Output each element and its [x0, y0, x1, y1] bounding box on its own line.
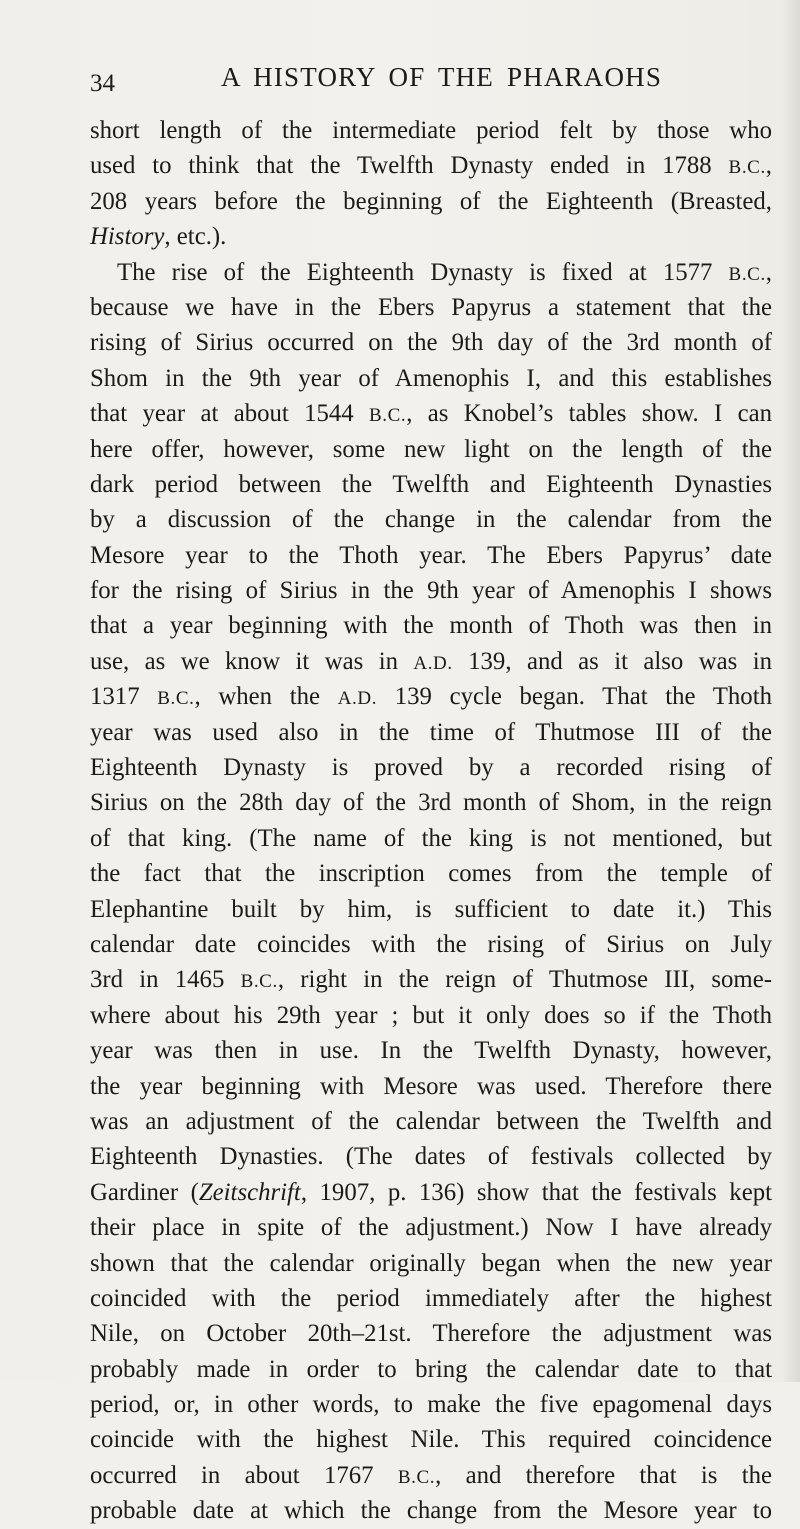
text-line: period, or, in other words, to make the five epagomenal days: [90, 1391, 772, 1419]
running-title: A HISTORY OF THE PHARAOHS: [221, 62, 663, 92]
text-line: the fact that the inscription comes from the temple of: [90, 860, 772, 888]
text-line: coincide with the highest Nile. This required coincidence: [90, 1426, 772, 1454]
text-line: short length of the intermediate period felt by those who: [90, 117, 772, 144]
text-line: 1317 B.C., when the A.D. 139 cycle began. That the Thoth: [90, 683, 772, 711]
text-line: for the rising of Sirius in the 9th year of Amenophis I shows: [90, 577, 772, 605]
text-line: was an adjustment of the calendar between the Twelfth and: [90, 1107, 772, 1135]
text-line: History, etc.).: [90, 223, 227, 251]
text-line: their place in spite of the adjustment.) Now I have already: [90, 1214, 772, 1242]
text-line: calendar date coincides with the rising of Sirius on July: [90, 930, 772, 958]
text-line: 3rd in 1465 B.C., right in the reign of Thutmose III, some-: [90, 966, 772, 994]
running-head: [90, 62, 770, 98]
text-line: Nile, on October 20th–21st. Therefore the adjustment was: [90, 1320, 772, 1348]
text-line: Eighteenth Dynasties. (The dates of festivals collected by: [90, 1143, 772, 1171]
text-line: Elephantine built by him, is sufficient to date it.) This: [90, 895, 772, 923]
text-line: that a year beginning with the month of Thoth was then in: [90, 612, 772, 640]
body-text: [90, 113, 772, 1529]
text-line: use, as we know it was in A.D. 139, and as it also was in: [90, 647, 772, 675]
text-line: here offer, however, some new light on the length of the: [90, 435, 772, 463]
text-line: rising of Sirius occurred on the 9th day of the 3rd month of: [90, 329, 772, 357]
text-line: Eighteenth Dynasty is proved by a recorded rising of: [90, 754, 772, 782]
text-line: by a discussion of the change in the calendar from the: [90, 506, 772, 534]
text-line: occurred in about 1767 B.C., and therefore that is the: [90, 1461, 773, 1489]
text-line: the year beginning with Mesore was used. Therefore there: [90, 1072, 772, 1100]
text-line: year was then in use. In the Twelfth Dynasty, however,: [90, 1037, 772, 1065]
text-line: where about his 29th year ; but it only does so if the Thoth: [90, 1001, 772, 1029]
text-line: 208 years before the beginning of the Eighteenth (Breasted,: [90, 187, 772, 215]
text-line: The rise of the Eighteenth Dynasty is fixed at 1577 B.C.,: [117, 258, 772, 286]
text-line: because we have in the Ebers Papyrus a statement that the: [90, 293, 772, 321]
page-number: 34: [90, 70, 115, 97]
text-line: probable date at which the change from the Mesore year to: [90, 1497, 772, 1525]
text-line: year was used also in the time of Thutmose III of the: [90, 718, 772, 746]
text-line: that year at about 1544 B.C., as Knobel’s tables show. I can: [90, 400, 772, 428]
page-edge-shadow: [782, 0, 800, 1382]
text-line: Sirius on the 28th day of the 3rd month of Shom, in the reign: [90, 789, 772, 817]
text-line: of that king. (The name of the king is not mentioned, but: [90, 824, 772, 852]
text-line: dark period between the Twelfth and Eighteenth Dynasties: [90, 470, 772, 498]
text-line: Shom in the 9th year of Amenophis I, and this establishes: [90, 364, 772, 392]
text-line: used to think that the Twelfth Dynasty ended in 1788 B.C.,: [90, 152, 772, 180]
text-line: Mesore year to the Thoth year. The Ebers Papyrus’ date: [90, 541, 772, 569]
text-line: coincided with the period immediately after the highest: [90, 1284, 772, 1312]
text-line: shown that the calendar originally began when the new year: [90, 1249, 772, 1277]
text-line: Gardiner (Zeitschrift, 1907, p. 136) show that the festivals kept: [90, 1178, 772, 1206]
text-line: probably made in order to bring the calendar date to that: [90, 1355, 772, 1383]
